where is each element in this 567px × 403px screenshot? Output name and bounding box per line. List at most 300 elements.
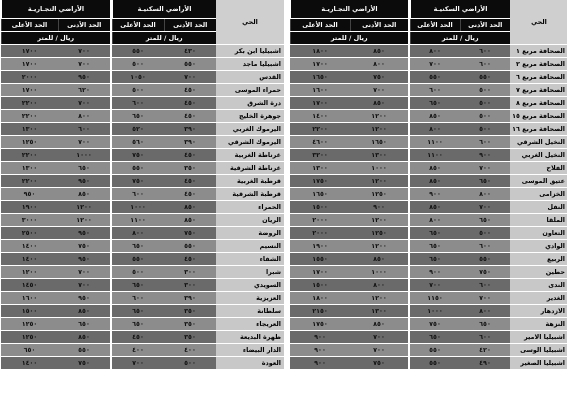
commercial-max-cell: ١٣٠٠	[290, 162, 350, 175]
district-name-cell: الريان	[216, 214, 284, 227]
column-gap	[110, 201, 112, 214]
district-name-cell: سلطانة	[216, 305, 284, 318]
residential-min-cell: ٥٠٠	[460, 110, 510, 123]
column-gap	[408, 292, 410, 305]
residential-header: الأراضي السكنيـة	[112, 0, 216, 19]
column-gap	[110, 344, 112, 357]
residential-min-cell: ٥٥٠	[460, 253, 510, 266]
commercial-max-cell: ٢٢٠٠	[1, 110, 58, 123]
commercial-min-cell: ١٢٠٠	[350, 240, 408, 253]
district-name-cell: الصحافة مربع ٧	[510, 84, 567, 97]
residential-header: الأراضي السكنيـة	[410, 0, 510, 19]
commercial-header: الأراضي التجـاريـة	[1, 0, 110, 19]
district-name-cell: اليرموك الشرقي	[216, 136, 284, 149]
commercial-max-cell: ١٢٥٠	[1, 318, 58, 331]
residential-min-cell: ٧٠٠	[460, 201, 510, 214]
column-gap	[408, 266, 410, 279]
residential-min-cell: ٤٥٠	[164, 97, 216, 110]
commercial-max-cell: ١٤٥٠	[1, 279, 58, 292]
column-gap	[408, 110, 410, 123]
land-prices-table-right	[289, 0, 567, 370]
commercial-min-cell: ٧٥٠	[58, 357, 110, 370]
column-gap	[408, 71, 410, 84]
residential-max-cell: ٥٥٠	[410, 344, 460, 357]
residential-max-cell: ٧٥٠	[410, 318, 460, 331]
column-gap	[408, 214, 410, 227]
residential-min-cell: ٤٩٠	[460, 357, 510, 370]
residential-min-cell: ٣٩٠	[164, 123, 216, 136]
district-name-cell: الغدير	[510, 292, 567, 305]
commercial-max-cell: ٢٠٠٠	[290, 214, 350, 227]
table-row	[290, 279, 567, 292]
residential-min-cell: ٨٠٠	[460, 188, 510, 201]
commercial-max-cell: ١٤٠٠	[1, 357, 58, 370]
commercial-max-cell: ٢٠٠٠	[290, 227, 350, 240]
column-gap	[110, 253, 112, 266]
commercial-min-cell: ٥٥٠	[58, 344, 110, 357]
column-gap	[408, 136, 410, 149]
commercial-max-cell: ١٨٠٠	[290, 45, 350, 58]
district-name-cell: العودة	[216, 357, 284, 370]
district-name-cell: اشبيليا الامير	[510, 331, 567, 344]
commercial-min-cell: ٨٥٠	[350, 97, 408, 110]
residential-max-cell: ٦٥٠	[410, 240, 460, 253]
residential-max-cell: ٧٠٠	[410, 279, 460, 292]
district-name-cell: قرطبة الشرقية	[216, 188, 284, 201]
residential-min-cell: ٣٩٠	[164, 292, 216, 305]
commercial-min-cell: ٧٠٠	[58, 58, 110, 71]
column-gap	[110, 188, 112, 201]
residential-max-cell: ٧٥٠	[112, 175, 164, 188]
district-name-cell: النفل	[510, 201, 567, 214]
residential-min-cell: ٥٠٠	[460, 227, 510, 240]
commercial-max-cell: ١٦٠٠	[290, 84, 350, 97]
residential-min-cell: ٦٠٠	[460, 45, 510, 58]
table-row	[1, 84, 284, 97]
table-row	[1, 266, 284, 279]
residential-max-cell: ١١٠٠	[410, 149, 460, 162]
column-gap	[408, 175, 410, 188]
commercial-max-cell: ١٧٠٠	[290, 97, 350, 110]
table-row	[1, 136, 284, 149]
district-name-cell: القدس	[216, 71, 284, 84]
district-name-cell: اشبيليا الوسى	[510, 344, 567, 357]
residential-max-cell: ٩٠٠	[410, 266, 460, 279]
residential-min-cell: ٤٥٠	[164, 253, 216, 266]
district-name-cell: النزهة	[510, 318, 567, 331]
column-gap	[110, 357, 112, 370]
commercial-max-cell: ١٣٠٠	[1, 162, 58, 175]
residential-max-cell: ٦٥٠	[112, 305, 164, 318]
table-row	[290, 71, 567, 84]
commercial-max-cell: ٣٠٠٠	[1, 214, 58, 227]
district-header: الحي	[216, 0, 284, 45]
table-row	[290, 136, 567, 149]
residential-max-cell: ٧٠٠	[410, 58, 460, 71]
residential-min-cell: ٥٠٠	[460, 123, 510, 136]
commercial-min-cell: ٨٥٠	[58, 331, 110, 344]
commercial-max-cell: ١٤٠٠	[290, 110, 350, 123]
commercial-min-cell: ٦٢٠	[58, 84, 110, 97]
commercial-max-cell: ١٩٠٠	[1, 201, 58, 214]
commercial-min-cell: ١٢٠٠	[350, 292, 408, 305]
residential-min-cell: ٣٥٠	[164, 318, 216, 331]
commercial-max-cell: ٢٢٠٠	[1, 149, 58, 162]
commercial-max-cell: ١٧٠٠	[1, 45, 58, 58]
table-row	[290, 318, 567, 331]
commercial-min-cell: ٩٥٠	[58, 292, 110, 305]
table-row	[290, 45, 567, 58]
district-name-cell: الازدهار	[510, 305, 567, 318]
commercial-max-cell: ٢٢٠٠	[290, 123, 350, 136]
commercial-min-cell: ٧٥٠	[58, 240, 110, 253]
commercial-max-cell: ١٧٠٠	[1, 84, 58, 97]
max-header: الحد الأعلى	[1, 19, 58, 32]
column-gap	[408, 279, 410, 292]
commercial-max-cell: ٤٦٠٠	[290, 136, 350, 149]
column-gap	[110, 175, 112, 188]
residential-min-cell: ٣٠٠	[164, 266, 216, 279]
residential-max-cell: ٩٠٠	[410, 188, 460, 201]
table-row	[290, 97, 567, 110]
column-gap	[110, 58, 112, 71]
commercial-max-cell: ٩٥٠	[1, 188, 58, 201]
commercial-max-cell: ٢٢٠٠	[1, 97, 58, 110]
column-gap	[408, 240, 410, 253]
residential-min-cell: ٤٥٠	[164, 188, 216, 201]
table-row	[290, 149, 567, 162]
commercial-max-cell: ١٧٠٠	[290, 266, 350, 279]
column-gap	[110, 136, 112, 149]
residential-max-cell: ٨٠٠	[410, 45, 460, 58]
commercial-min-cell: ٧٠٠	[350, 84, 408, 97]
district-name-cell: التعاون	[510, 227, 567, 240]
column-gap	[110, 305, 112, 318]
residential-max-cell: ١٠٥٠	[112, 71, 164, 84]
commercial-min-cell: ٩٥٠	[58, 227, 110, 240]
commercial-max-cell: ١٧٥٠	[290, 175, 350, 188]
district-name-cell: النخيل الغربي	[510, 149, 567, 162]
district-name-cell: السويدي	[216, 279, 284, 292]
commercial-max-cell: ١٣٠٠	[1, 123, 58, 136]
district-name-cell: الصحافة مربع ١٥	[510, 110, 567, 123]
column-gap	[110, 214, 112, 227]
column-gap	[110, 84, 112, 97]
commercial-min-cell: ١٢٠٠	[58, 214, 110, 227]
residential-min-cell: ٤٥٠	[164, 149, 216, 162]
district-name-cell: الصحافة مربع ٢	[510, 58, 567, 71]
column-gap	[110, 266, 112, 279]
commercial-min-cell: ٩٥٠	[58, 253, 110, 266]
table-row	[1, 240, 284, 253]
residential-max-cell: ٥٥٠	[112, 45, 164, 58]
residential-max-cell: ٦٠٠	[112, 188, 164, 201]
min-header: الحد الأدنى	[58, 19, 110, 32]
residential-min-cell: ٤٠٠	[164, 344, 216, 357]
max-header: الحد الأعلى	[112, 19, 164, 32]
table-row	[290, 331, 567, 344]
commercial-max-cell: ١٥٠٠	[290, 279, 350, 292]
commercial-max-cell: ١٩٠٠	[290, 240, 350, 253]
commercial-min-cell: ١٣٠٠	[350, 149, 408, 162]
residential-min-cell: ٤٥٠	[164, 84, 216, 97]
residential-max-cell: ٨٥٠	[410, 162, 460, 175]
district-name-cell: الندى	[510, 279, 567, 292]
column-gap	[110, 110, 112, 123]
table-row	[290, 175, 567, 188]
commercial-min-cell: ٨٥٠	[58, 305, 110, 318]
table-row	[290, 201, 567, 214]
residential-max-cell: ٥٥٠	[112, 162, 164, 175]
residential-min-cell: ٧٠٠	[164, 71, 216, 84]
min-header: الحد الأدنى	[350, 19, 408, 32]
residential-max-cell: ٥٦٠	[112, 136, 164, 149]
commercial-max-cell: ٢١٥٠	[290, 305, 350, 318]
commercial-min-cell: ٨٥٠	[350, 318, 408, 331]
residential-max-cell: ٦٥٠	[112, 110, 164, 123]
unit-header: ريال / للمتر	[1, 32, 110, 45]
residential-max-cell: ٦٥٠	[410, 253, 460, 266]
residential-min-cell: ٤٥٠	[164, 175, 216, 188]
column-gap	[408, 253, 410, 266]
column-gap	[110, 97, 112, 110]
district-name-cell: الوادي	[510, 240, 567, 253]
residential-min-cell: ٧٠٠	[460, 292, 510, 305]
residential-max-cell: ٥٠٠	[112, 58, 164, 71]
residential-min-cell: ٦٠٠	[460, 331, 510, 344]
commercial-min-cell: ٦٥٠	[58, 162, 110, 175]
residential-min-cell: ٤٣٠	[164, 45, 216, 58]
table-row	[290, 227, 567, 240]
column-gap	[408, 344, 410, 357]
column-gap	[110, 71, 112, 84]
district-name-cell: الصحافة مربع ١	[510, 45, 567, 58]
commercial-max-cell: ١٥٠٠	[1, 305, 58, 318]
district-name-cell: الدار البيضاء	[216, 344, 284, 357]
commercial-max-cell: ١٢٠٠	[1, 266, 58, 279]
column-gap	[110, 162, 112, 175]
table-row	[1, 279, 284, 292]
district-name-cell: غرناطة الغربية	[216, 149, 284, 162]
residential-min-cell: ٣٥٠	[164, 305, 216, 318]
commercial-min-cell: ٧٠٠	[350, 331, 408, 344]
column-gap	[110, 331, 112, 344]
residential-min-cell: ٥٠٠	[460, 84, 510, 97]
table-row	[290, 58, 567, 71]
column-gap	[110, 149, 112, 162]
min-header: الحد الأدنى	[164, 19, 216, 32]
residential-max-cell: ٦٠٠	[112, 97, 164, 110]
residential-min-cell: ٣٥٠	[164, 331, 216, 344]
residential-max-cell: ٥٠٠	[112, 266, 164, 279]
table-row	[290, 188, 567, 201]
residential-max-cell: ١١٠٠	[410, 136, 460, 149]
commercial-max-cell: ١٢٥٠	[1, 331, 58, 344]
table-row	[290, 305, 567, 318]
column-gap	[408, 162, 410, 175]
residential-max-cell: ٨٠٠	[112, 227, 164, 240]
column-gap	[408, 357, 410, 370]
commercial-min-cell: ١٢٠٠	[350, 110, 408, 123]
commercial-min-cell: ١٢٠٠	[350, 214, 408, 227]
table-row	[290, 344, 567, 357]
commercial-min-cell: ٧٠٠	[58, 266, 110, 279]
table-row	[290, 253, 567, 266]
commercial-min-cell: ٨٠٠	[350, 279, 408, 292]
commercial-min-cell: ١٣٠٠	[350, 305, 408, 318]
residential-max-cell: ٦٥٠	[112, 279, 164, 292]
district-name-cell: الربيع	[510, 253, 567, 266]
residential-max-cell: ٨٥٠	[410, 201, 460, 214]
table-row	[1, 227, 284, 240]
district-name-cell: حطين	[510, 266, 567, 279]
residential-max-cell: ٥٥٠	[410, 71, 460, 84]
commercial-max-cell: ١٦٠٠	[1, 292, 58, 305]
commercial-max-cell: ٦٥٠	[1, 344, 58, 357]
column-gap	[408, 84, 410, 97]
residential-max-cell: ٨٥٠	[410, 175, 460, 188]
land-prices-table-left	[0, 0, 284, 370]
column-gap	[408, 149, 410, 162]
district-name-cell: غرناطة الشرقية	[216, 162, 284, 175]
commercial-min-cell: ١٢٥٠	[350, 188, 408, 201]
table-row	[1, 45, 284, 58]
commercial-min-cell: ٨٠٠	[350, 58, 408, 71]
residential-min-cell: ٦٥٠	[460, 175, 510, 188]
unit-header: ريال / للمتر	[290, 32, 408, 45]
commercial-min-cell: ١٠٠٠	[58, 149, 110, 162]
commercial-min-cell: ٩٥٠	[58, 175, 110, 188]
residential-max-cell: ٨٥٠	[410, 110, 460, 123]
column-gap	[110, 240, 112, 253]
column-gap	[110, 292, 112, 305]
district-name-cell: شبرا	[216, 266, 284, 279]
district-header: الحي	[510, 0, 567, 45]
district-name-cell: قرطبة الغربية	[216, 175, 284, 188]
commercial-min-cell: ٩٠٠	[350, 201, 408, 214]
commercial-min-cell: ١٢٠٠	[58, 201, 110, 214]
table-row	[1, 331, 284, 344]
table-row	[1, 253, 284, 266]
residential-max-cell: ٥٠٠	[112, 84, 164, 97]
table-row	[290, 162, 567, 175]
residential-min-cell: ٦٠٠	[460, 279, 510, 292]
district-name-cell: الصحافة مربع ١٦	[510, 123, 567, 136]
table-row	[1, 201, 284, 214]
table-row	[290, 123, 567, 136]
commercial-min-cell: ١٠٠٠	[350, 162, 408, 175]
table-row	[1, 110, 284, 123]
column-gap	[408, 318, 410, 331]
residential-min-cell: ٥٠٠	[164, 357, 216, 370]
commercial-min-cell: ٧٥٠	[350, 71, 408, 84]
district-name-cell: النسيم	[216, 240, 284, 253]
commercial-max-cell: ١٧٠٠	[290, 58, 350, 71]
table-row	[290, 266, 567, 279]
commercial-min-cell: ٩٥٠	[58, 71, 110, 84]
residential-min-cell: ٦٥٠	[460, 318, 510, 331]
residential-max-cell: ٦٥٠	[410, 331, 460, 344]
residential-max-cell: ٤٥٠	[112, 331, 164, 344]
table-row	[1, 357, 284, 370]
residential-min-cell: ٣٠٠	[164, 279, 216, 292]
column-gap	[408, 45, 410, 58]
table-row	[1, 58, 284, 71]
commercial-min-cell: ٧٥٠	[350, 357, 408, 370]
residential-max-cell: ٦٥٠	[112, 240, 164, 253]
residential-max-cell: ٥٥٠	[112, 253, 164, 266]
district-name-cell: جوهرة الخليج	[216, 110, 284, 123]
commercial-min-cell: ١٦٥٠	[350, 136, 408, 149]
district-name-cell: الحمراء	[216, 201, 284, 214]
max-header: الحد الأعلى	[410, 19, 460, 32]
district-name-cell: الفلاح	[510, 162, 567, 175]
commercial-min-cell: ٨٥٠	[350, 253, 408, 266]
residential-min-cell: ٧٠٠	[460, 162, 510, 175]
residential-min-cell: ٨٥٠	[164, 201, 216, 214]
commercial-max-cell: ٩٠٠	[290, 344, 350, 357]
commercial-min-cell: ٧٠٠	[58, 45, 110, 58]
commercial-min-cell: ٧٠٠	[58, 97, 110, 110]
commercial-max-cell: ٩٠٠	[290, 331, 350, 344]
table-row	[1, 292, 284, 305]
table-row	[1, 305, 284, 318]
table-row	[290, 292, 567, 305]
residential-min-cell: ٦٠٠	[460, 240, 510, 253]
residential-min-cell: ٣٥٠	[164, 162, 216, 175]
commercial-max-cell: ٢٥٠٠	[1, 227, 58, 240]
district-name-cell: اليرموك الغربي	[216, 123, 284, 136]
commercial-min-cell: ٧٠٠	[350, 344, 408, 357]
residential-min-cell: ٤٢٠	[460, 344, 510, 357]
commercial-max-cell: ٣٢٠٠	[290, 149, 350, 162]
commercial-min-cell: ٨٥٠	[350, 45, 408, 58]
table-row	[1, 97, 284, 110]
column-gap	[110, 279, 112, 292]
district-name-cell: درة الشرق	[216, 97, 284, 110]
district-name-cell: الشفاء	[216, 253, 284, 266]
commercial-min-cell: ١٢٠٠	[350, 123, 408, 136]
residential-max-cell: ٧٥٠	[112, 149, 164, 162]
column-gap	[408, 305, 410, 318]
table-row	[290, 84, 567, 97]
residential-min-cell: ٨٥٠	[164, 214, 216, 227]
commercial-min-cell: ٦٥٠	[58, 318, 110, 331]
unit-header: ريال / للمتر	[410, 32, 510, 45]
column-gap	[408, 58, 410, 71]
residential-max-cell: ٦٥٠	[112, 318, 164, 331]
commercial-max-cell: ١٨٠٠	[290, 292, 350, 305]
residential-max-cell: ٨٠٠	[410, 123, 460, 136]
district-name-cell: العريجاء	[216, 318, 284, 331]
district-name-cell: اشبيليا الصغير	[510, 357, 567, 370]
district-name-cell: الخزامى	[510, 188, 567, 201]
residential-min-cell: ٧٥٠	[460, 266, 510, 279]
district-name-cell: الصحافة مربع ٦	[510, 71, 567, 84]
column-gap	[110, 318, 112, 331]
max-header: الحد الأعلى	[290, 19, 350, 32]
table-row	[290, 110, 567, 123]
commercial-max-cell: ١٤٠٠	[1, 253, 58, 266]
commercial-max-cell: ٩٠٠	[290, 357, 350, 370]
district-name-cell: الملقا	[510, 214, 567, 227]
commercial-max-cell: ٢٠٠٠	[1, 71, 58, 84]
table-row	[290, 214, 567, 227]
table-row	[1, 318, 284, 331]
column-gap	[408, 331, 410, 344]
residential-max-cell: ٦٠٠	[410, 84, 460, 97]
residential-max-cell: ١٠٠٠	[112, 201, 164, 214]
